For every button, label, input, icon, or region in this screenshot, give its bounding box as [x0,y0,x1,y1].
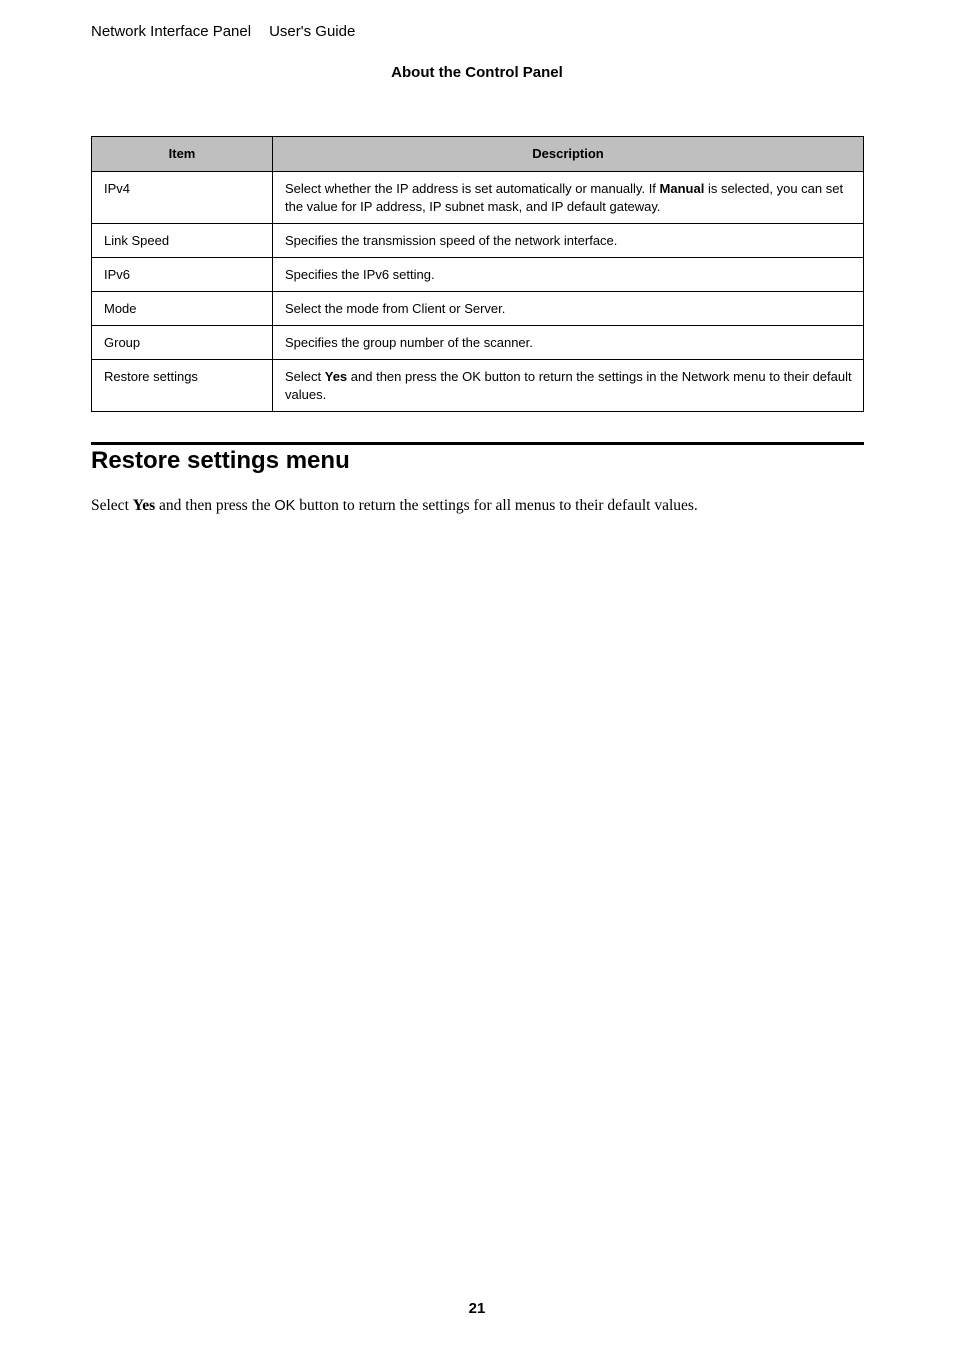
table-cell-description: Specifies the transmission speed of the network interface. [273,224,864,258]
table-row [92,224,864,258]
ok-button-label: OK [274,498,296,514]
table-cell-description: Specifies the group number of the scanner. [273,326,864,360]
table-cell-item: Group [92,326,273,360]
network-settings-table [91,136,864,412]
table-row [92,292,864,326]
section-heading: Restore settings menu [91,447,350,474]
guide-name: User's Guide [269,23,356,40]
section-divider [91,442,864,445]
table-cell-item: Mode [92,292,273,326]
table-row [92,172,864,224]
running-header [91,23,355,40]
table-header-row [92,137,864,172]
table-cell-item: IPv6 [92,258,273,292]
table-cell-item: Restore settings [92,360,273,412]
ok-button-label: OK [462,369,481,384]
restore-description: Select Yes and then press the OK button to return the settings for all menus to their default values. [91,497,698,514]
table-row [92,326,864,360]
table-cell-description: Select the mode from Client or Server. [273,292,864,326]
emphasis-yes: Yes [324,369,348,384]
table-row [92,258,864,292]
table-cell-item: IPv4 [92,172,273,224]
column-header-description: Description [273,137,864,172]
product-name: Network Interface Panel [91,23,252,40]
section-header: About the Control Panel [391,64,563,81]
emphasis-manual: Manual [659,181,705,196]
page-number: 21 [468,1300,486,1317]
table-row [92,360,864,412]
emphasis-yes: Yes [132,497,156,514]
table-cell-item: Link Speed [92,224,273,258]
column-header-item: Item [92,137,273,172]
table-cell-description: Specifies the IPv6 setting. [273,258,864,292]
table-cell-description: Select Yes and then press the OK button to return the settings in the Network menu to their default values. [273,360,864,412]
table-cell-description: Select whether the IP address is set automatically or manually. If Manual is selected, you can set the value for IP address, IP subnet mask, and IP default gateway. [273,172,864,224]
